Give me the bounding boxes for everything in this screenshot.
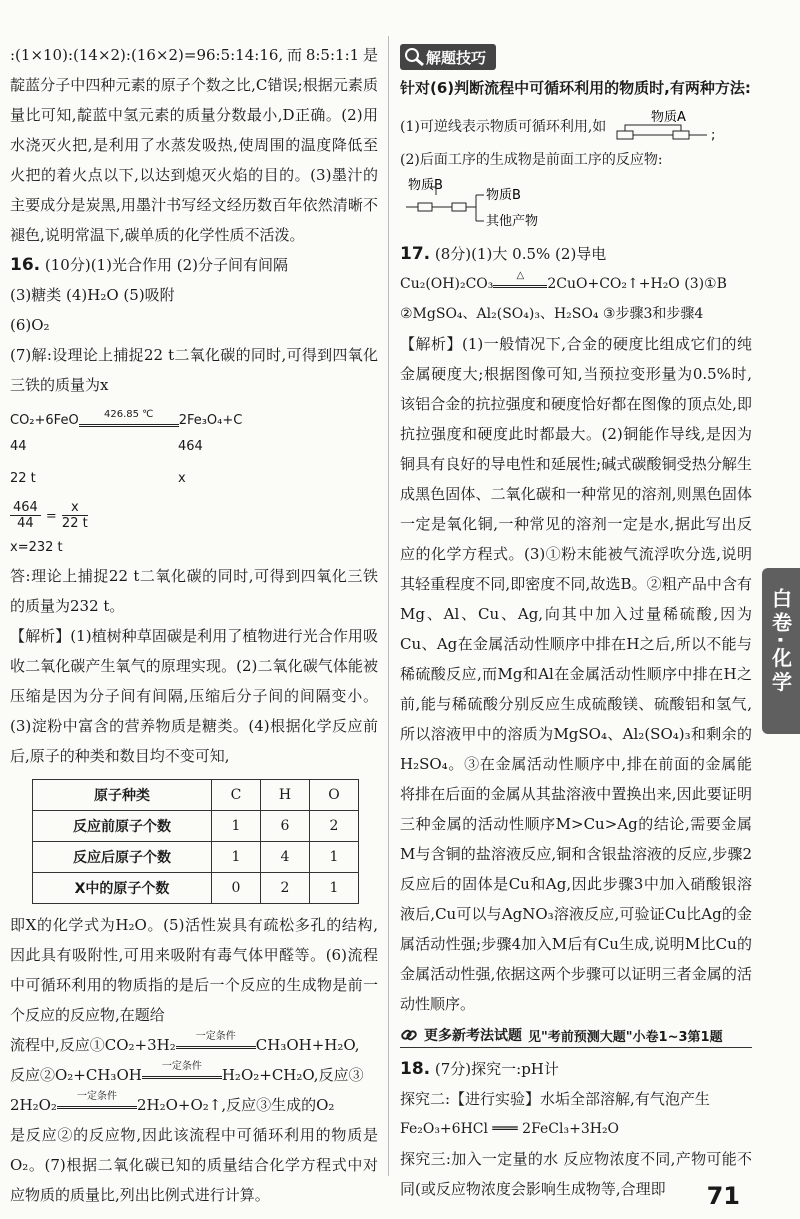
tip-method-1-text: (1)可逆线表示物质可循环利用,如	[400, 119, 607, 135]
q18-equation: Fe₂O₃+6HCl ═══ 2FeCl₃+3H₂O	[400, 1121, 620, 1137]
q16-line-4: (7)解:设理论上捕捉22 t二氧化碳的同时,可得到四氧化三铁的质量为x	[10, 346, 378, 394]
reaction-3-left: 2H₂O₂	[10, 1096, 57, 1114]
reaction-2-line	[10, 1060, 378, 1090]
equation-right: 2Fe₃O₄+C	[178, 413, 243, 428]
reaction-1-right: CH₃OH+H₂O,	[255, 1036, 360, 1054]
table-cell: 0	[212, 873, 261, 904]
table-header-row	[33, 780, 359, 811]
fraction-right: $\frac{x}{22 t}$	[61, 500, 88, 531]
reaction-condition: 一定条件	[176, 1030, 256, 1044]
q16-answer-statement: 答:理论上捕捉22 t二氧化碳的同时,可得到四氧化三铁的质量为232 t。	[10, 567, 378, 615]
more-questions-text: 见"考前预测大题"小卷1~3第1题	[528, 1029, 723, 1045]
value-row	[10, 466, 378, 492]
q17-analysis: 【解析】(1)一般情况下,合金的硬度比组成它们的纯金属硬度大;根据图像可知,当预拉变形量为0.5%时,该铝合金的抗拉强度和硬度恰好都在图像的顶点处,即抗拉强度和硬度此时都最大。(2)铜能作导线,是因为铜具有良好的导电性和延展性;碱式碳酸铜受热分解生成黑色固体、二氧化碳和一种常见的溶剂,则黑色固体一定是氧化铜,一种常见的溶剂一定是水,据此写出反应的化学方程式。(3)①粉末能被气流浮吹分选,说明其轻重程度不同,即密度不同,故选B。②粗产品中含有Mg、Al、Cu、Ag,向其中加入过量稀硫酸,因为Cu、Ag在金属活动性顺序中排在H之后,所以不能与稀硫酸反应,而Mg和Al在金属活动性顺序中排在H之前,能与稀硫酸分别反应生成硫酸镁、硫酸铝和氢气,所以溶液甲中的溶质为MgSO₄、Al₂(SO₄)₃和剩余的H₂SO₄。③在金属活动性顺序中,排在前面的金属能将排在后面的金属从其盐溶液中置换出来,因此要证明三种金属的活动性顺序M>Cu>Ag的结论,需要金属M与含铜的盐溶液反应,铜和含银盐溶液的反应,步骤2反应后的固体是Cu和Ag,因此步骤3中加入硝酸银溶液后,Cu可以与AgNO₃溶液反应,可验证Cu比Ag的金属活动性强;步骤4加入M后有Cu生成,说明M比Cu的金属活动性强,依据这两个步骤可以证明三者金属的活动性顺序。	[400, 335, 752, 1013]
value-co2: 22 t	[10, 471, 36, 486]
table-cell: 1	[310, 873, 359, 904]
continuation-paragraph: :(1×10):(14×2):(16×2)=96:5:14:16,而8:5:1:1是靛蓝分子中四种元素的原子个数之比,C错误;根据元素质量比可知,靛蓝中氢元素的质量分数最小,D正确。(2)用水浇灭火把,是利用了水蒸发吸热,使周围的温度降低至火把的着火点以下,以达到熄灭火焰的目的。(3)墨汁的主要成分是炭黑,用墨汁书写经文经历数百年依然清晰不褪色,说明常温下,碳单质的化学性质不活泼。	[10, 46, 378, 244]
table-row	[33, 811, 359, 842]
table-header-cell: 原子种类	[33, 780, 212, 811]
q16-line-1	[10, 250, 378, 280]
process-flow-diagram	[400, 175, 600, 233]
q16-answer-1: (10分)(1)光合作用 (2)分子间有间隔	[44, 256, 288, 274]
q17-eq-condition: △	[493, 269, 547, 283]
tip-badge	[400, 44, 496, 70]
table-cell: 1	[212, 842, 261, 873]
svg-text:;: ;	[710, 128, 716, 143]
tip-method-1	[400, 109, 752, 145]
tip-method-2: (2)后面工序的生成物是前面工序的反应物:	[400, 152, 663, 168]
page-number: 71	[706, 1182, 740, 1210]
question-18-number: 18.	[400, 1059, 431, 1079]
q16-analysis-3: 是反应②的反应物,因此该流程中可循环利用的物质是O₂。(7)根据二氧化碳已知的质量结合化学方程式中对应物质的质量比,列出比例式进行计算。	[10, 1126, 378, 1204]
q18-answer-1: (7分)探究一:pH计	[434, 1060, 559, 1078]
chem-equation	[10, 408, 378, 434]
magnifier-icon	[404, 47, 426, 67]
q16-line-3: (6)O₂	[10, 316, 50, 334]
tip-title: 解题技巧	[426, 48, 487, 67]
q16-line-2: (3)糖类 (4)H₂O (5)吸附	[10, 286, 175, 304]
q17-line-3: ②MgSO₄、Al₂(SO₄)₃、H₂SO₄ ③步骤3和步骤4	[400, 306, 704, 322]
x-result: x=232 t	[10, 540, 63, 555]
more-questions-bar	[400, 1025, 752, 1048]
value-x: x	[178, 471, 186, 486]
product-b-label: 物质B	[486, 188, 521, 203]
atom-count-table	[32, 779, 359, 904]
reaction-1-left: 流程中,反应①CO₂+3H₂	[10, 1036, 176, 1054]
q17-equation-line	[400, 269, 752, 299]
reaction-condition: 一定条件	[57, 1090, 137, 1104]
q17-line-1	[400, 239, 752, 269]
reaction-2-right: H₂O₂+CH₂O,反应③	[221, 1066, 364, 1084]
table-row	[33, 873, 359, 904]
reaction-3-line	[10, 1090, 378, 1120]
equation-block	[10, 408, 378, 561]
mass-row	[10, 434, 378, 460]
substance-b-label: 物质B	[408, 178, 443, 193]
table-cell: 2	[261, 873, 310, 904]
table-header-cell: H	[261, 780, 310, 811]
right-column	[400, 44, 752, 1204]
mass-fe3o4: 464	[178, 439, 203, 454]
table-header-cell: O	[310, 780, 359, 811]
equation-condition: 426.85 ℃	[79, 408, 179, 422]
question-16-number: 16.	[10, 255, 41, 275]
other-products-label: 其他产物	[486, 214, 539, 229]
table-cell: 反应前原子个数	[33, 811, 212, 842]
proportion: $\frac{464}{44}$ = $\frac{x}{22 t}$	[10, 500, 378, 531]
column-divider	[388, 36, 389, 1176]
reaction-1-line	[10, 1030, 378, 1060]
table-header-cell: C	[212, 780, 261, 811]
q16-analysis-1: 【解析】(1)植树种草固碳是利用了植物进行光合作用吸收二氧化碳产生氧气的原理实现。(2)二氧化碳气体能被压缩是因为分子间有间隔,压缩后分子间的间隔变小。(3)淀粉中富含的营养物质是糖类。(4)根据化学反应前后,原子的种类和数目均不变可知,	[10, 627, 378, 765]
q16-analysis-2: 即X的化学式为H₂O。(5)活性炭具有疏松多孔的结构,因此具有吸附性,可用来吸附有毒气体甲醛等。(6)流程中可循环利用的物质指的是后一个反应的生成物是前一个反应的反应物,在题给	[10, 916, 378, 1024]
table-cell: 2	[310, 811, 359, 842]
q17-eq-left: Cu₂(OH)₂CO₃	[400, 276, 494, 292]
table-cell: 反应后原子个数	[33, 842, 212, 873]
fraction-left: $\frac{464}{44}$	[10, 500, 41, 531]
reaction-condition: 一定条件	[142, 1060, 222, 1074]
reaction-2-left: 反应②O₂+CH₃OH	[10, 1066, 142, 1084]
reaction-3-right: 2H₂O+O₂↑,反应③生成的O₂	[136, 1096, 335, 1114]
q18-line-2: 探究二:【进行实验】水垢全部溶解,有气泡产生	[400, 1090, 710, 1108]
table-cell: 4	[261, 842, 310, 873]
q18-line-1	[400, 1054, 752, 1084]
q18-line-4: 探究三:加入一定量的水 反应物浓度不同,产物可能不同(或反应物浓度会影响生成物等,合理即	[400, 1150, 752, 1198]
table-cell: 1	[310, 842, 359, 873]
left-column	[10, 40, 378, 1210]
link-icon	[400, 1026, 418, 1044]
table-cell: 6	[261, 811, 310, 842]
side-tab	[762, 568, 800, 734]
question-17-number: 17.	[400, 244, 431, 264]
table-row	[33, 842, 359, 873]
substance-a-label: 物质A	[650, 110, 686, 125]
q17-eq-right: 2CuO+CO₂↑+H₂O (3)①B	[547, 276, 727, 292]
reversible-cycle-diagram	[611, 109, 721, 145]
table-cell: 1	[212, 811, 261, 842]
equation-left: CO₂+6FeO	[10, 413, 79, 428]
table-cell: X中的原子个数	[33, 873, 212, 904]
tip-lead: 针对(6)判断流程中可循环利用的物质时,有两种方法:	[400, 79, 751, 97]
q17-answer-1: (8分)(1)大 0.5% (2)导电	[434, 245, 607, 263]
side-tab-label: 白卷·化学	[768, 588, 793, 696]
more-questions-title: 更多新考法试题	[424, 1028, 522, 1044]
mass-co2: 44	[10, 439, 27, 454]
